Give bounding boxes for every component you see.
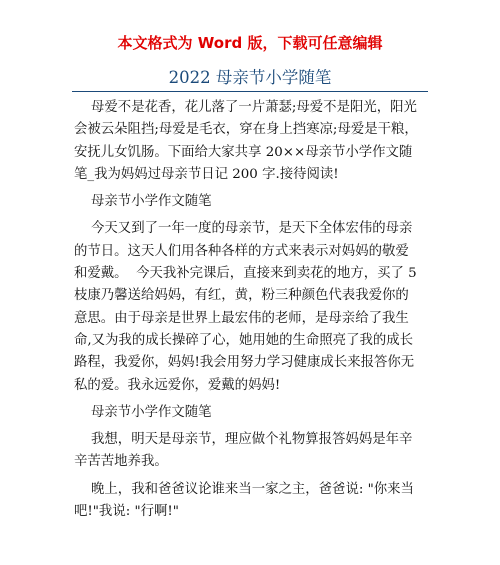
section-heading [74,402,428,424]
text-line: 吧!"我说: "行啊!" [74,504,179,520]
paragraph [74,479,428,524]
text-line: 和爱戴。 今天我补完课后，直接来到卖花的地方，买了 5 [74,266,417,282]
text-line: 安抚儿女饥肠。下面给大家共享 20××母亲节小学作文随 [74,144,413,160]
text-line: 意思。由于母亲是世界上最宏伟的老师，是母亲给了我生 [74,310,409,326]
text-line: 我想，明天是母亲节，理应做个礼物算报答妈妈是年辛 [74,432,413,448]
paragraph [74,429,428,474]
text-line: 枝康乃馨送给妈妈，有红，黄，粉三种颜色代表我爱你的 [74,288,409,304]
text-line: 今天又到了一年一度的母亲节，是天下全体宏伟的母亲 [74,221,413,237]
title-underline [72,91,428,92]
text-line: 命,又为我的成长操碎了心，她用她的生命照亮了我的成长 [74,332,414,348]
format-banner: 本文格式为 Word 版，下载可任意编辑 [117,34,383,52]
text-line: 路程，我爱你，妈妈!我会用努力学习健康成长来报答你无 [74,355,415,371]
text-line: 母亲节小学作文随笔 [74,404,212,420]
document-title: 2022 母亲节小学随笔 [168,68,332,87]
text-line: 晚上，我和爸爸议论谁来当一家之主，爸爸说: "你来当 [74,481,414,497]
text-line: 会被云朵阻挡;母爱是毛衣，穿在身上挡寒凉;母爱是干粮， [74,122,418,138]
paragraph [74,97,428,186]
text-line: 笔_我为妈妈过母亲节日记 200 字.接待阅读! [74,166,339,182]
text-line: 母爱不是花香，花儿落了一片萧瑟;母爱不是阳光，阳光 [74,100,417,115]
text-line: 私的爱。我永远爱你，爱戴的妈妈! [74,377,281,393]
section-heading [74,191,428,213]
text-line: 母亲节小学作文随笔 [74,194,212,210]
paragraph [74,218,428,396]
document-body [74,97,428,523]
text-line: 辛苦苦地养我。 [74,454,168,470]
text-line: 的节日。这天人们用各种各样的方式来表示对妈妈的敬爱 [74,243,409,259]
